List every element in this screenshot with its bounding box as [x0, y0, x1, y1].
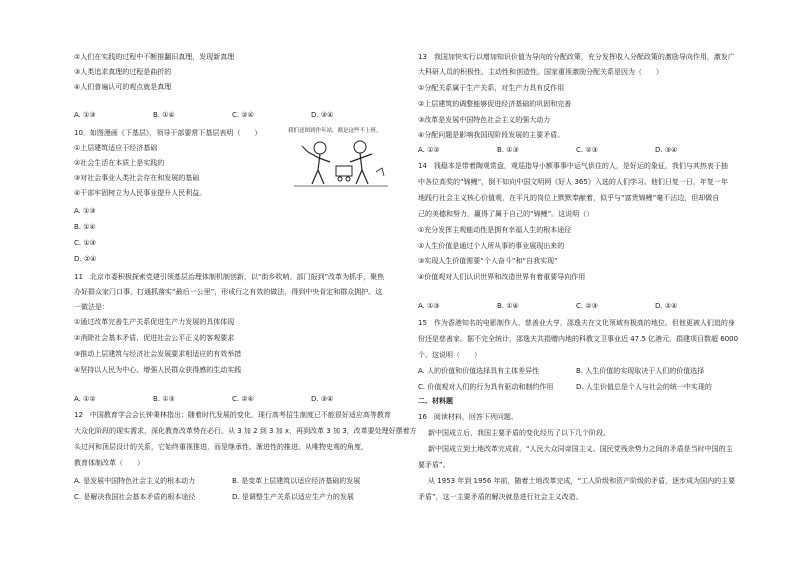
option-d: D. ②④: [655, 302, 678, 310]
text-line: ②上层建筑的调整能够促进经济基础的巩固和完善: [418, 100, 572, 108]
text-line: 14 钱稳本是带着陶观赏盘，观巡指导小额事事中运气供住的人，是好运的象征，我们与其热衷于抽: [418, 162, 728, 170]
text-line: ③人类追求真理的过程是曲折的: [74, 68, 172, 76]
text-line: 从 1953 年到 1956 年前，随着土地改革完成，“工人阶级和资产阶级的矛盾，逐步成为国内的主要: [428, 477, 736, 485]
text-line: ③推动上层建筑与经济社会发展要求相适应的有效举措: [74, 350, 242, 358]
option-c: C. ②③: [576, 146, 598, 154]
text-line: 头过河和顶层设计的关系，它始终重视推进，而是继承性、渐进性的推进。从唯物史观的角度，: [74, 443, 368, 451]
text-line: ④人们普遍认可的观点就是真理: [74, 83, 172, 91]
text-line: 份还是慈善家。据不完全统计，邵逸夫共捐赠内地的科教文卫事业近 47.5 亿港元，捐建项目数超 6000: [418, 335, 739, 343]
answer-options: [418, 366, 734, 376]
text-line: ②消除社会基本矛盾，促进社会公平正义的客观要求: [74, 334, 235, 342]
option-b: B. 人生价值的实现取决于人们的价值选择: [576, 367, 705, 375]
text-line: 一做法是：: [74, 303, 109, 311]
answer-options: [418, 382, 734, 392]
answer-options: [418, 301, 734, 311]
text-line: 中各位高奖的“锦鲤”，倒不如向中国文明网《好人 365》入选的人们学习。他们日复一日，年复一年: [418, 178, 728, 186]
text-line: ④干部牢固树立为人民事业提升人民利益。: [74, 189, 207, 197]
option-b: B. ①④: [74, 223, 96, 231]
option-c: C. ②④: [232, 111, 254, 119]
answer-options: [74, 476, 390, 486]
text-line: 15 作为香港知名的电影制作人、慈善业大亨，邵逸夫在文化领域有极高的地位。但他更被人们追的身: [418, 319, 735, 327]
text-line: ②人生价值是通过个人所从事的事业展现出来的: [418, 242, 565, 250]
text-line: ①通过改革完善生产关系促进生产力发展的具体体现: [74, 318, 235, 326]
answer-options: [74, 492, 390, 502]
option-d: D. 人生价值总是个人与社会的统一中实现的: [576, 383, 712, 391]
text-line: 办好群众家门口事，打通抓落实“最后一公里”，形成行之有效的做法，得到中央肯定和群众拥护。这: [74, 288, 383, 296]
option-c: C. 价值观对人们的行为具有驱动和制约作用: [418, 383, 554, 391]
option-a: A. 是发展中国特色社会主义的根本动力: [74, 477, 196, 485]
text-line: 新中国成立到土地改革完成前，“人民大众同帝国主义、国民党残余势力之间的矛盾是当时中国的主: [428, 445, 733, 453]
text-line: ②社会生活在本质上是实践的: [74, 159, 165, 167]
option-d: D. ②④: [74, 255, 97, 263]
option-c: C. ②④: [232, 395, 254, 403]
text-line: ④坚持以人民为中心、增强人民群众获得感的生动实践: [74, 366, 242, 374]
cartoon-caption: 我们送图到作年站，都是这些不上班。: [288, 128, 382, 134]
text-line: 大众化阶段的现实需求，深化教育改革势在必行。从 3 加 2 到 3 加 x，再到改革 3 加 3，改革要处理好摆着方: [74, 427, 417, 435]
answer-options: [74, 394, 390, 404]
option-c: C. 是解决我国社会基本矛盾的根本途径: [74, 493, 196, 501]
text-line: ④分配问题是影响我国现阶段发展的主要矛盾。: [418, 131, 565, 139]
text-line: 己的美德和努力，赢得了属于自己的“锦鲤”。这说明（）: [418, 210, 594, 218]
text-line: 地践行社会主义核心价值观，在平凡的岗位上默默奉献着，似乎与“富贵锦鲤”毫不沾边，但却做自: [418, 194, 720, 202]
text-line: 13 我国加快实行以增加知识价值为导向的分配政策，充分发挥收入分配政策的激励导向作用，激发广: [418, 53, 735, 61]
text-line: ③对社会事业人类社会存在和发展的基础: [74, 174, 200, 182]
text-line: 教育体制改革（ ）: [74, 459, 144, 467]
option-a: A. ①②: [74, 395, 96, 403]
question-10-stem: 10．如图漫画《下基层》，领导干部要常下基层表明（ ）: [74, 129, 262, 137]
text-line: 16 阅读材料，回答下列问题。: [418, 413, 518, 421]
option-b: B. ①③: [497, 146, 519, 154]
text-line: 个。这说明（ ）: [418, 351, 481, 359]
text-line: 11 北京市委积极探索党建引领基层治理体制机制创新，以“街乡吹哨、部门报到”改革为抓手，聚焦: [74, 273, 385, 281]
option-c: C. ②③: [576, 302, 598, 310]
answer-options: [74, 110, 390, 120]
cartoon-drawing: [288, 128, 394, 190]
text-line: ①充分发挥主观能动性是拥有幸福人生的根本途径: [418, 226, 572, 234]
text-line: 要矛盾”。: [418, 461, 450, 469]
option-b: B. ①④: [153, 111, 175, 119]
text-line: 大科研人员的积极性、主动性和创造性。国家重视激励分配关系是因为（ ）: [418, 68, 663, 76]
option-b: B. 是变革上层建筑以适应经济基础的发展: [232, 477, 361, 485]
section-title: 二、材料题: [418, 397, 453, 405]
option-c: C. ①③: [74, 239, 96, 247]
text-line: 新中国成立后，我国主要矛盾的变化经历了以下几个阶段。: [428, 429, 610, 437]
option-d: D. ③④: [655, 146, 678, 154]
option-a: A. ①③: [74, 207, 96, 215]
text-line: 矛盾”，这一主要矛盾的解决就是进行社会主义改造。: [418, 493, 583, 501]
text-line: 12 中国教育学会会长钟秉林指出：随着时代发展的变化，现行高考招生制度已不能很好适应高等教育: [74, 411, 391, 419]
text-line: ①分配关系属于生产关系，对生产力具有反作用: [418, 84, 565, 92]
text-line: ①上层建筑适应于经济基础: [74, 144, 158, 152]
option-a: A. ①②: [418, 146, 440, 154]
option-a: A. ①③: [74, 111, 96, 119]
option-b: B. ①③: [153, 395, 175, 403]
option-d: D. ③④: [311, 395, 334, 403]
text-line: ②人们在实践的过程中不断推翻旧真理，发现新真理: [74, 53, 235, 61]
option-d: D. 是调整生产关系以适应生产力的发展: [232, 493, 354, 501]
answer-options: [418, 145, 734, 155]
text-line: ③改革是发展中国特色社会主义的强大动力: [418, 116, 551, 124]
option-a: A. ①③: [418, 302, 440, 310]
text-line: ④价值观对人们认识世界和改造世界有着重要导向作用: [418, 273, 586, 281]
text-line: ③实现人生价值需要“个人奋斗”和“自我实现”: [418, 257, 558, 265]
option-a: A. 人的价值和价值选择具有主体差异性: [418, 367, 540, 375]
option-b: B. ①④: [497, 302, 519, 310]
option-d: D. ③④: [311, 111, 334, 119]
cartoon-image: [288, 128, 394, 190]
